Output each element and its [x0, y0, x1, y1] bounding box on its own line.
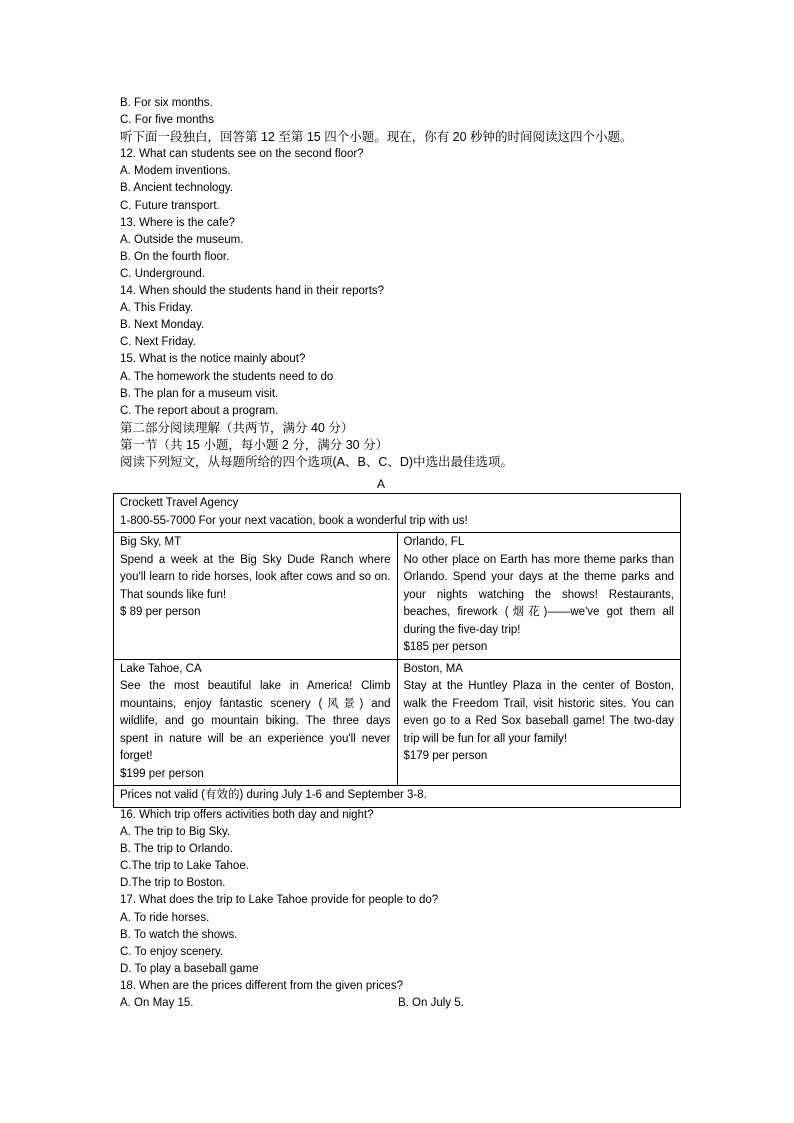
- option-text: A. To ride horses.: [120, 911, 210, 924]
- option-text: C. Future transport.: [120, 199, 220, 212]
- ad-trip-row: [114, 533, 681, 660]
- option-text: B. Next Monday.: [120, 319, 205, 332]
- ad-trip-row: [114, 659, 681, 786]
- option-text: B. The trip to Orlando.: [120, 843, 233, 856]
- option-text: C. The report about a program.: [120, 404, 279, 417]
- section-title: 第一节（共 15 小题，每小题 2 分，满分 30 分）: [120, 438, 389, 453]
- question-text: 15. What is the notice mainly about?: [120, 353, 306, 366]
- question-text: 16. Which trip offers activities both day and night?: [120, 809, 374, 821]
- option-text: D.The trip to Boston.: [120, 877, 226, 890]
- option-text: B. The plan for a museum visit.: [120, 387, 279, 400]
- trip-cell-lake-tahoe: [114, 659, 398, 786]
- ad-footer-row: [114, 786, 681, 808]
- question-text: 13. Where is the cafe?: [120, 216, 236, 229]
- trip-description: See the most beautiful lake in America! Climb mountains, enjoy fantastic scenery (风景) and wildlife, and go mountain biking. The three days spent in nature will be an experience you'll never forget!: [120, 680, 391, 762]
- reading-header: [120, 420, 513, 471]
- option-text: B. On July 5.: [398, 997, 464, 1010]
- trip-price: $ 89 per person: [120, 606, 201, 618]
- question-text: 17. What does the trip to Lake Tahoe provide for people to do?: [120, 894, 439, 907]
- trip-place: Lake Tahoe, CA: [120, 662, 202, 675]
- trip-price: $179 per person: [403, 750, 488, 762]
- trip-description: Stay at the Huntley Plaza in the center of Boston, walk the Freedom Trail, visit historic sites. You can even go to a Red Sox baseball game! The two-day trip will be fun for all your family!: [403, 680, 674, 745]
- agency-tagline: 1-800-55-7000 For your next vacation, book a wonderful trip with us!: [120, 514, 468, 527]
- option-text: C. Underground.: [120, 267, 206, 280]
- reading-instruction: 阅读下列短文，从每题所给的四个选项(A、B、C、D)中选出最佳选项。: [120, 455, 514, 470]
- option-text: C. Next Friday.: [120, 336, 196, 349]
- trip-place: Big Sky, MT: [120, 536, 182, 548]
- option-text: A. The trip to Big Sky.: [120, 826, 231, 839]
- reading-questions: [120, 807, 464, 1012]
- trip-description: Spend a week at the Big Sky Dude Ranch where you'll learn to ride horses, look after cows and so on. That sounds like fun!: [120, 553, 391, 601]
- part-title: 第二部分阅读理解（共两节，满分 40 分）: [120, 421, 354, 435]
- option-text: A. Modem inventions.: [120, 165, 231, 178]
- question-text: 18. When are the prices different from the given prices?: [120, 979, 403, 992]
- trip-price: $185 per person: [403, 641, 488, 653]
- option-text: B. To watch the shows.: [120, 928, 238, 941]
- option-text: B. For six months.: [120, 97, 213, 109]
- option-text: C. For five months: [120, 114, 214, 127]
- trip-price: $199 per person: [120, 767, 204, 780]
- option-text: A. On May 15.: [120, 997, 194, 1010]
- q18-options-row: [120, 995, 464, 1012]
- option-text: A. This Friday.: [120, 302, 194, 315]
- question-text: 12. What can students see on the second floor?: [120, 148, 364, 161]
- ad-header-cell: [114, 494, 681, 533]
- listening-instruction: 听下面一段独白，回答第 12 至第 15 四个小题。现在，你有 20 秒钟的时间阅读这四个小题。: [120, 130, 633, 145]
- option-text: B. On the fourth floor.: [120, 250, 230, 263]
- trip-cell-big-sky: [114, 533, 398, 660]
- question-text: 14. When should the students hand in their reports?: [120, 285, 385, 298]
- travel-ad-table: [113, 493, 681, 808]
- ad-header-row: [114, 494, 681, 533]
- option-text: C. To enjoy scenery.: [120, 945, 224, 958]
- trip-cell-orlando: [397, 533, 681, 660]
- trip-description: No other place on Earth has more theme parks than Orlando. Spend your days at the theme parks and your nights watching the shows! Restaurants, beaches, firework (烟花)——we've got them all during the five-day trip!: [403, 553, 674, 636]
- option-text: A. Outside the museum.: [120, 233, 244, 246]
- option-text: A. The homework the students need to do: [120, 370, 334, 383]
- trip-cell-boston: [397, 659, 681, 786]
- option-text: C.The trip to Lake Tahoe.: [120, 860, 249, 873]
- listening-section: [120, 95, 633, 420]
- ad-footer: Prices not valid (有效的) during July 1-6 and September 3-8.: [114, 786, 681, 808]
- trip-place: Boston, MA: [403, 662, 463, 675]
- option-text: D. To play a baseball game: [120, 962, 259, 975]
- trip-place: Orlando, FL: [403, 536, 465, 548]
- agency-name: Crockett Travel Agency: [120, 497, 239, 509]
- option-text: B. Ancient technology.: [120, 182, 233, 195]
- passage-label: A: [376, 477, 385, 491]
